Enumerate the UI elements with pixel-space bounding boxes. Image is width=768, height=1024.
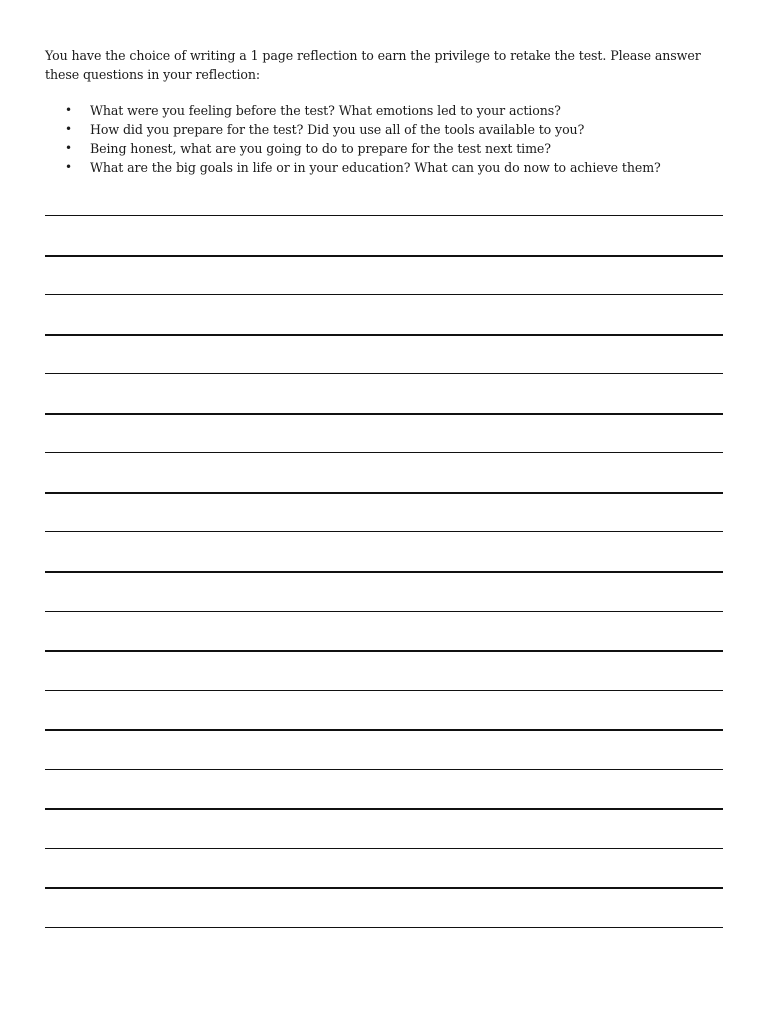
writing-line	[45, 808, 723, 810]
instructions-paragraph: You have the choice of writing a 1 page reflection to earn the privilege to retake the test. Please answer these questions in your reflection:	[45, 48, 701, 82]
writing-line	[45, 492, 723, 494]
writing-line	[45, 452, 723, 453]
writing-line	[45, 373, 723, 374]
writing-line	[45, 571, 723, 573]
question-text: How did you prepare for the test? Did you use all of the tools available to you?	[90, 122, 585, 137]
writing-line	[45, 927, 723, 928]
writing-line	[45, 729, 723, 731]
writing-line	[45, 848, 723, 849]
writing-line	[45, 769, 723, 770]
writing-line	[45, 413, 723, 415]
bullet-icon: •	[65, 160, 72, 174]
writing-line	[45, 334, 723, 336]
writing-line	[45, 531, 723, 532]
bullet-icon: •	[65, 103, 72, 117]
question-text: What are the big goals in life or in your education? What can you do now to achieve them?	[90, 160, 661, 175]
writing-line	[45, 611, 723, 612]
question-text: Being honest, what are you going to do to prepare for the test next time?	[90, 141, 551, 156]
bullet-icon: •	[65, 141, 72, 155]
writing-line	[45, 650, 723, 652]
writing-line	[45, 294, 723, 295]
writing-line	[45, 887, 723, 889]
writing-line	[45, 215, 723, 216]
writing-line	[45, 690, 723, 691]
bullet-icon: •	[65, 122, 72, 136]
question-text: What were you feeling before the test? What emotions led to your actions?	[90, 103, 561, 118]
writing-line	[45, 255, 723, 257]
writing-lines-area	[45, 0, 723, 1024]
